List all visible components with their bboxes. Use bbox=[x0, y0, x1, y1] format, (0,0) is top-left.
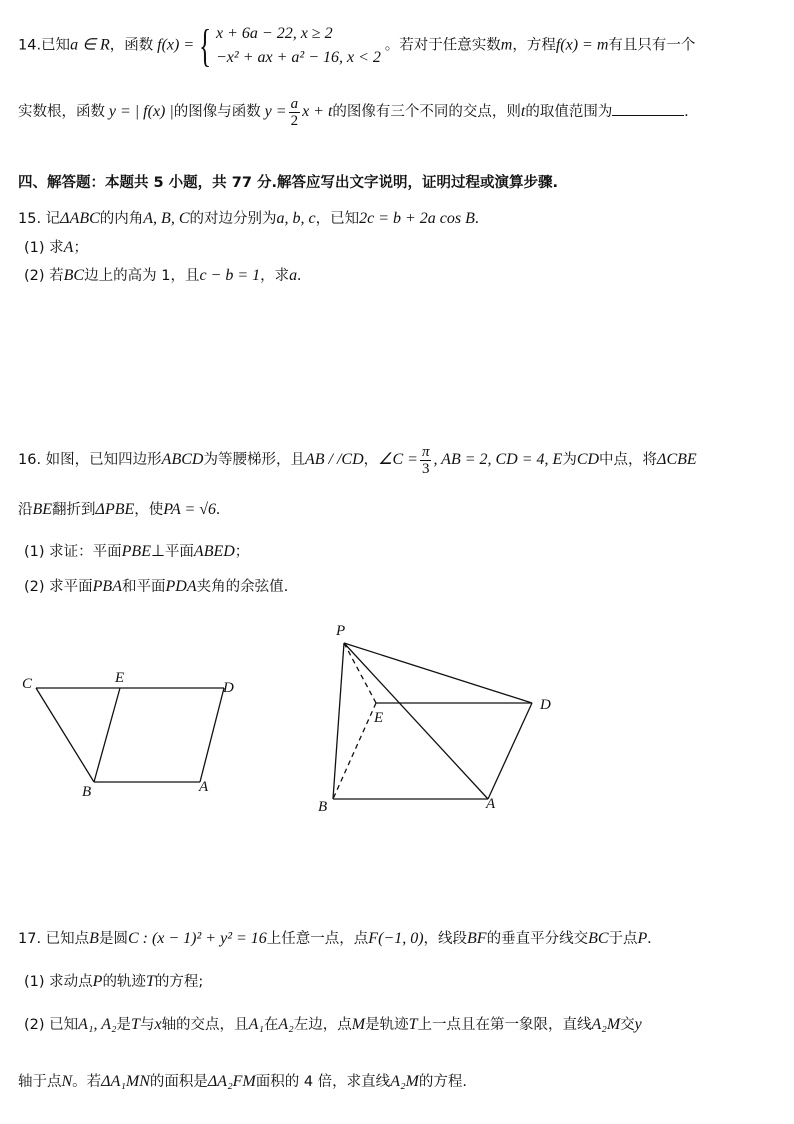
label-a: A bbox=[199, 779, 209, 795]
label-d: D bbox=[540, 697, 551, 713]
figure-pyramid bbox=[310, 618, 570, 818]
q14-brace: { bbox=[199, 20, 212, 71]
q14-case1: x + 6a − 22, x ≥ 2 bbox=[216, 25, 333, 42]
q14-cases bbox=[216, 22, 381, 70]
label-b: B bbox=[318, 799, 328, 815]
section-heading: 四、解答题：本题共 5 小题，共 77 分.解答应写出文字说明，证明过程或演算步骤. bbox=[18, 175, 558, 191]
answer-blank bbox=[612, 101, 684, 116]
q14-line2: 实数根，函数 y = | f(x) |的图像与函数 y = $\frac{a}{2}$ x + t的图像有三个不同的交点，则t的取值范围为 . bbox=[18, 96, 689, 129]
q14-a-in-r: a ∈ R bbox=[70, 36, 110, 54]
label-e: E bbox=[115, 670, 125, 686]
q17-part1: (1) 求动点P的轨迹T的方程; bbox=[24, 973, 204, 990]
q14-lead: 14.已知 bbox=[18, 37, 71, 54]
q15-part2: (2) 若BC边上的高为 1，且c − b = 1，求a. bbox=[24, 267, 302, 284]
edge-eb-hidden bbox=[333, 703, 376, 799]
edge-da bbox=[488, 703, 532, 799]
label-d: D bbox=[223, 680, 234, 696]
edge-pb bbox=[333, 643, 344, 799]
label-a: A bbox=[486, 796, 496, 812]
q14-fraction: $\frac{a}{2}$ bbox=[290, 96, 299, 129]
label-c: C bbox=[22, 676, 33, 692]
q17-part2-line2: 轴于点N。若ΔA₁MN的面积是ΔA₂FM面积的 4 倍，求直线A₂M的方程. bbox=[18, 1073, 467, 1090]
edge-da bbox=[200, 688, 224, 782]
q16-part1: (1) 求证：平面PBE⊥平面ABED； bbox=[24, 543, 250, 560]
label-e: E bbox=[374, 710, 384, 726]
q14-case2: −x² + ax + a² − 16, x < 2 bbox=[216, 49, 381, 66]
q16-part2: (2) 求平面PBA和平面PDA夹角的余弦值. bbox=[24, 578, 289, 595]
q17-stem: 17. 已知点B是圆C : (x − 1)² + y² = 16上任意一点，点F(−1, 0)，线段BF的垂直平分线交BC于点P. bbox=[18, 930, 652, 947]
edge-eb bbox=[94, 688, 120, 782]
q17-part2: (2) 已知A₁, A₂是T与x轴的交点，且A₁在A₂左边，点M是轨迹T上一点且在第一象限，直线A₂M交y bbox=[24, 1016, 642, 1033]
q15-stem: 15. 记ΔABC的内角A, B, C的对边分别为a, b, c，已知2c = b + 2a cos B. bbox=[18, 210, 479, 227]
q14-line1: 14.已知a ∈ R，函数 f(x) = { x + 6a − 22, x ≥ 2 −x² + ax + a² − 16, x < 2 。若对于任意实数m，方程f(x) = m有且只有一个 bbox=[18, 20, 696, 71]
q15-part1: (1) 求A； bbox=[24, 239, 88, 256]
q16-pi-over-3: $\frac{\pi}{3}$ bbox=[421, 444, 430, 477]
figure-trapezoid bbox=[14, 660, 254, 800]
q16-stem-line2: 沿BE翻折到ΔPBE，使PA = √6. bbox=[18, 501, 221, 518]
edge-cb bbox=[36, 688, 94, 782]
q14-fx: f(x) = bbox=[157, 36, 195, 54]
label-p: P bbox=[336, 623, 346, 639]
q14-func-label: 函数 bbox=[124, 37, 154, 54]
q16-stem: 16. 如图，已知四边形ABCD为等腰梯形，且AB / /CD，∠C = $\frac{\pi}{3}$ , AB = 2, CD = 4, E为CD中点，将ΔCBE bbox=[18, 444, 697, 477]
q14-abs-fx: y = | f(x) | bbox=[108, 103, 174, 121]
label-b: B bbox=[82, 784, 92, 800]
